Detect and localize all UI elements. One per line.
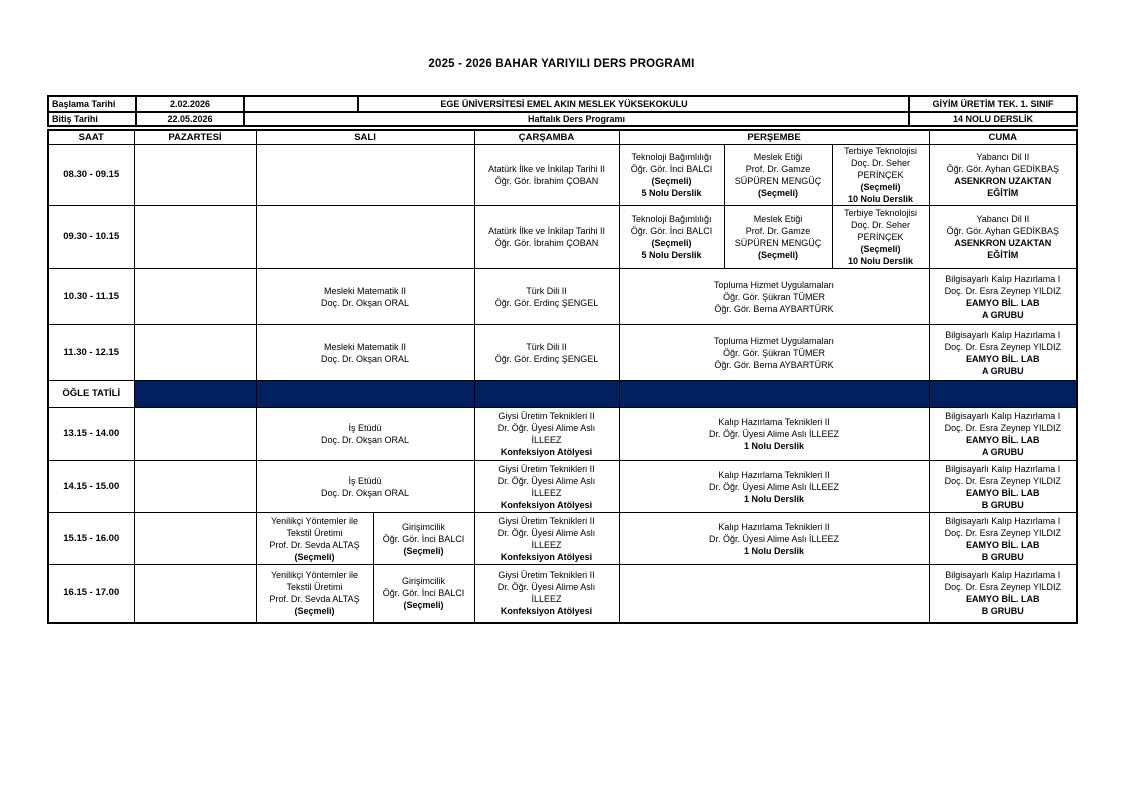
empty-cell xyxy=(134,325,256,381)
week-title: Haftalık Ders Programı xyxy=(244,112,909,126)
room-name: 14 NOLU DERSLİK xyxy=(909,112,1077,126)
lunch-block xyxy=(929,381,1077,408)
course-bilgisayarli-1515: Bilgisayarlı Kalıp Hazırlama I Doç. Dr. Esra Zeynep YILDIZ EAMYO BİL. LAB B GRUBU xyxy=(929,513,1077,565)
lunch-row xyxy=(48,381,1077,408)
course-is-etudu-1315: İş Etüdü Doç. Dr. Okşan ORAL xyxy=(256,408,474,461)
course-terbiye-0930: Terbiye Teknolojisi Doç. Dr. Seher PERİNÇEK (Seçmeli) 10 Nolu Derslik xyxy=(832,206,929,269)
row-0830 xyxy=(48,145,1077,206)
row-0930 xyxy=(48,206,1077,269)
empty-cell xyxy=(134,461,256,513)
day-header-sali: SALI xyxy=(256,130,474,145)
row-1315 xyxy=(48,408,1077,461)
time-1415: 14.15 - 15.00 xyxy=(48,461,134,513)
course-topluma-1130: Topluma Hizmet Uygulamaları Öğr. Gör. Şükran TÜMER Öğr. Gör. Berna AYBARTÜRK xyxy=(619,325,929,381)
course-kalip-1315: Kalıp Hazırlama Teknikleri II Dr. Öğr. Üyesi Alime Aslı İLLEEZ 1 Nolu Derslik xyxy=(619,408,929,461)
time-1130: 11.30 - 12.15 xyxy=(48,325,134,381)
page-title: 2025 - 2026 BAHAR YARIYILI DERS PROGRAMI xyxy=(428,58,695,70)
empty-cell xyxy=(256,206,474,269)
day-header-cuma: CUMA xyxy=(929,130,1077,145)
empty-cell xyxy=(134,565,256,623)
course-yenilikci-1515: Yenilikçi Yöntemler ile Tekstil Üretimi Prof. Dr. Sevda ALTAŞ (Seçmeli) xyxy=(256,513,373,565)
course-kalip-1415: Kalıp Hazırlama Teknikleri II Dr. Öğr. Üyesi Alime Aslı İLLEEZ 1 Nolu Derslik xyxy=(619,461,929,513)
course-giysi-1515: Giysi Üretim Teknikleri II Dr. Öğr. Üyesi Alime Aslı İLLEEZ Konfeksiyon Atölyesi xyxy=(474,513,619,565)
course-bilgisayarli-1030: Bilgisayarlı Kalıp Hazırlama I Doç. Dr. Esra Zeynep YILDIZ EAMYO BİL. LAB A GRUBU xyxy=(929,269,1077,325)
course-girisimcilik-1515: Girişimcilik Öğr. Gör. İnci BALCI (Seçmeli) xyxy=(373,513,474,565)
course-yabanci-0930: Yabancı Dil II Öğr. Gör. Ayhan GEDİKBAŞ ASENKRON UZAKTAN EĞİTİM xyxy=(929,206,1077,269)
time-1315: 13.15 - 14.00 xyxy=(48,408,134,461)
lunch-block xyxy=(474,381,619,408)
start-date-value: 2.02.2026 xyxy=(136,96,244,112)
course-ataturk-0930: Atatürk İlke ve İnkilap Tarihi II Öğr. Gör. İbrahim ÇOBAN xyxy=(474,206,619,269)
class-name: GİYİM ÜRETİM TEK. 1. SINIF xyxy=(909,96,1077,112)
course-bilgisayarli-1130: Bilgisayarlı Kalıp Hazırlama I Doç. Dr. Esra Zeynep YILDIZ EAMYO BİL. LAB A GRUBU xyxy=(929,325,1077,381)
course-yenilikci-1615: Yenilikçi Yöntemler ile Tekstil Üretimi Prof. Dr. Sevda ALTAŞ (Seçmeli) xyxy=(256,565,373,623)
course-mesleki-mat-1130: Mesleki Matematik II Doç. Dr. Okşan ORAL xyxy=(256,325,474,381)
course-terbiye-0830: Terbiye Teknolojisi Doç. Dr. Seher PERİNÇEK (Seçmeli) 10 Nolu Derslik xyxy=(832,145,929,206)
course-turk-dili-1030: Türk Dili II Öğr. Gör. Erdinç ŞENGEL xyxy=(474,269,619,325)
course-is-etudu-1415: İş Etüdü Doç. Dr. Okşan ORAL xyxy=(256,461,474,513)
row-1615 xyxy=(48,565,1077,623)
day-header-saat: SAAT xyxy=(48,130,134,145)
course-giysi-1415: Giysi Üretim Teknikleri II Dr. Öğr. Üyesi Alime Aslı İLLEEZ Konfeksiyon Atölyesi xyxy=(474,461,619,513)
course-yabanci-0830: Yabancı Dil II Öğr. Gör. Ayhan GEDİKBAŞ ASENKRON UZAKTAN EĞİTİM xyxy=(929,145,1077,206)
row-1030 xyxy=(48,269,1077,325)
time-0930: 09.30 - 10.15 xyxy=(48,206,134,269)
lunch-label: ÖĞLE TATİLİ xyxy=(48,381,134,408)
day-header-pazartesi: PAZARTESİ xyxy=(134,130,256,145)
weekly-schedule-table xyxy=(47,129,1078,624)
empty-cell xyxy=(256,145,474,206)
course-teknoloji-0930: Teknoloji Bağımlılığı Öğr. Gör. İnci BALCI (Seçmeli) 5 Nolu Derslik xyxy=(619,206,724,269)
time-1615: 16.15 - 17.00 xyxy=(48,565,134,623)
empty-cell xyxy=(134,206,256,269)
start-date-label: Başlama Tarihi xyxy=(48,96,136,112)
time-0830: 08.30 - 09.15 xyxy=(48,145,134,206)
empty-cell xyxy=(134,408,256,461)
course-bilgisayarli-1415: Bilgisayarlı Kalıp Hazırlama I Doç. Dr. Esra Zeynep YILDIZ EAMYO BİL. LAB B GRUBU xyxy=(929,461,1077,513)
empty-cell xyxy=(134,269,256,325)
row-1515 xyxy=(48,513,1077,565)
course-teknoloji-0830: Teknoloji Bağımlılığı Öğr. Gör. İnci BALCI (Seçmeli) 5 Nolu Derslik xyxy=(619,145,724,206)
empty-cell xyxy=(619,565,929,623)
day-header-carsamba: ÇARŞAMBA xyxy=(474,130,619,145)
end-date-value: 22.05.2026 xyxy=(136,112,244,126)
time-1515: 15.15 - 16.00 xyxy=(48,513,134,565)
course-ataturk-0830: Atatürk İlke ve İnkilap Tarihi II Öğr. Gör. İbrahim ÇOBAN xyxy=(474,145,619,206)
course-turk-dili-1130: Türk Dili II Öğr. Gör. Erdinç ŞENGEL xyxy=(474,325,619,381)
day-header-persembe: PERŞEMBE xyxy=(619,130,929,145)
lunch-block xyxy=(619,381,929,408)
empty-cell xyxy=(134,513,256,565)
course-bilgisayarli-1315: Bilgisayarlı Kalıp Hazırlama I Doç. Dr. Esra Zeynep YILDIZ EAMYO BİL. LAB A GRUBU xyxy=(929,408,1077,461)
course-giysi-1315: Giysi Üretim Teknikleri II Dr. Öğr. Üyesi Alime Aslı İLLEEZ Konfeksiyon Atölyesi xyxy=(474,408,619,461)
empty-cell xyxy=(244,96,358,112)
course-girisimcilik-1615: Girişimcilik Öğr. Gör. İnci BALCI (Seçmeli) xyxy=(373,565,474,623)
course-mesleki-mat-1030: Mesleki Matematik II Doç. Dr. Okşan ORAL xyxy=(256,269,474,325)
course-meslek-etigi-0930: Meslek Etiği Prof. Dr. Gamze SÜPÜREN MENGÜÇ (Seçmeli) xyxy=(724,206,832,269)
day-header-row xyxy=(48,130,1077,145)
lunch-block xyxy=(134,381,256,408)
school-name: EGE ÜNİVERSİTESİ EMEL AKIN MESLEK YÜKSEKOKULU xyxy=(358,96,909,112)
lunch-block xyxy=(256,381,474,408)
row-1130 xyxy=(48,325,1077,381)
course-bilgisayarli-1615: Bilgisayarlı Kalıp Hazırlama I Doç. Dr. Esra Zeynep YILDIZ EAMYO BİL. LAB B GRUBU xyxy=(929,565,1077,623)
course-giysi-1615: Giysi Üretim Teknikleri II Dr. Öğr. Üyesi Alime Aslı İLLEEZ Konfeksiyon Atölyesi xyxy=(474,565,619,623)
schedule-info-table xyxy=(47,95,1078,127)
end-date-label: Bitiş Tarihi xyxy=(48,112,136,126)
row-1415 xyxy=(48,461,1077,513)
course-meslek-etigi-0830: Meslek Etiği Prof. Dr. Gamze SÜPÜREN MENGÜÇ (Seçmeli) xyxy=(724,145,832,206)
course-topluma-1030: Topluma Hizmet Uygulamaları Öğr. Gör. Şükran TÜMER Öğr. Gör. Berna AYBARTÜRK xyxy=(619,269,929,325)
empty-cell xyxy=(134,145,256,206)
time-1030: 10.30 - 11.15 xyxy=(48,269,134,325)
course-kalip-1515: Kalıp Hazırlama Teknikleri II Dr. Öğr. Üyesi Alime Aslı İLLEEZ 1 Nolu Derslik xyxy=(619,513,929,565)
